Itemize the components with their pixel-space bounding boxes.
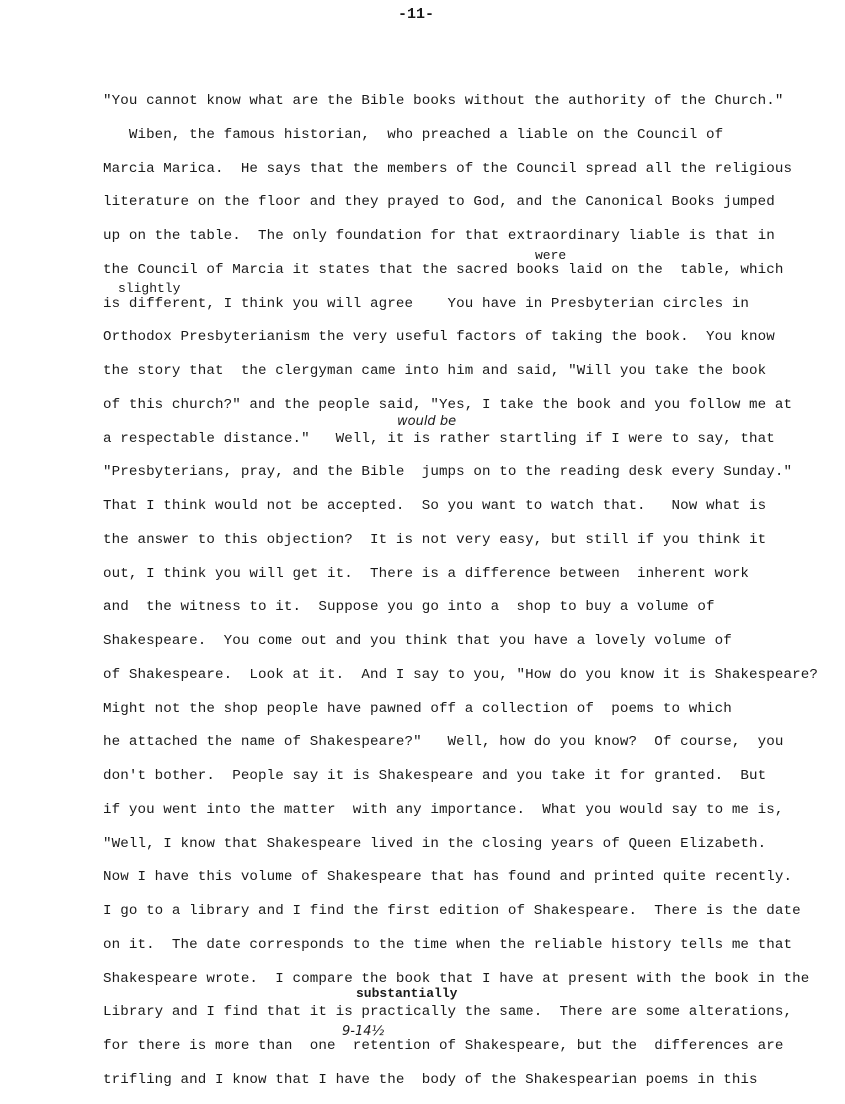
text-line: he attached the name of Shakespeare?" Well, how do you know? Of course, you xyxy=(103,734,784,751)
text-line: is different, I think you will agree You have in Presbyterian circles in xyxy=(103,295,750,312)
text-line: Wiben, the famous historian, who preached a liable on the Council of xyxy=(103,126,724,143)
text-line: literature on the floor and they prayed to God, and the Canonical Books jumped xyxy=(103,194,775,211)
text-line: the story that the clergyman came into him and said, "Will you take the book xyxy=(103,363,767,379)
handwritten-margin-note: 9-14½ xyxy=(342,1024,385,1039)
text-line: Now I have this volume of Shakespeare that has found and printed quite recently. xyxy=(103,869,793,886)
text-line: "Presbyterians, pray, and the Bible jumps on to the reading desk every Sunday." xyxy=(103,464,793,481)
text-line: Might not the shop people have pawned off a collection of poems to which xyxy=(103,700,732,717)
text-line: the answer to this objection? It is not very easy, but still if you think it xyxy=(103,531,767,548)
text-line: "Well, I know that Shakespeare lived in the closing years of Queen Elizabeth. xyxy=(103,835,767,852)
text-line: of this church?" and the people said, "Yes, I take the book and you follow me at xyxy=(103,396,793,413)
text-line: Shakespeare wrote. I compare the book that I have at present with the book in the xyxy=(103,970,810,987)
interlinear-insertion-substantially: substantially xyxy=(356,986,458,1001)
text-line: of Shakespeare. Look at it. And I say to you, "How do you know it is Shakespeare? xyxy=(103,666,818,683)
text-line: trifling and I know that I have the body of the Shakespearian poems in this xyxy=(103,1071,758,1088)
handwritten-insertion-would-be: would be xyxy=(397,414,457,429)
text-line: "You cannot know what are the Bible books without the authority of the Church." xyxy=(103,93,784,109)
text-line: on it. The date corresponds to the time when the reliable history tells me that xyxy=(103,936,793,953)
text-line: Marcia Marica. He says that the members of the Council spread all the religious xyxy=(103,160,793,177)
text-line: That I think would not be accepted. So you want to watch that. Now what is xyxy=(103,498,767,514)
text-line: if you went into the matter with any importance. What you would say to me is, xyxy=(103,801,784,818)
text-line: Orthodox Presbyterianism the very useful factors of taking the book. You know xyxy=(103,329,775,346)
text-line: and the witness to it. Suppose you go into a shop to buy a volume of xyxy=(103,599,715,616)
text-line: Library and I find that it is practically the same. There are some alterations, xyxy=(103,1004,793,1021)
text-line: out, I think you will get it. There is a difference between inherent work xyxy=(103,565,750,582)
text-line: Shakespeare. You come out and you think that you have a lovely volume of xyxy=(103,633,732,649)
text-line: a respectable distance." Well, it is rather startling if I were to say, that xyxy=(103,430,775,447)
text-line: don't bother. People say it is Shakespeare and you take it for granted. But xyxy=(103,768,767,784)
text-line: up on the table. The only foundation for that extraordinary liable is that in xyxy=(103,228,775,244)
interlinear-insertion-were: were xyxy=(535,248,567,263)
text-line: I go to a library and I find the first edition of Shakespeare. There is the date xyxy=(103,903,801,919)
page-number: -11- xyxy=(398,6,435,23)
text-line: the Council of Marcia it states that the sacred books laid on the table, which xyxy=(103,261,784,278)
interlinear-insertion-slightly: slightly xyxy=(118,281,181,296)
text-line: for there is more than one retention of Shakespeare, but the differences are xyxy=(103,1038,784,1054)
